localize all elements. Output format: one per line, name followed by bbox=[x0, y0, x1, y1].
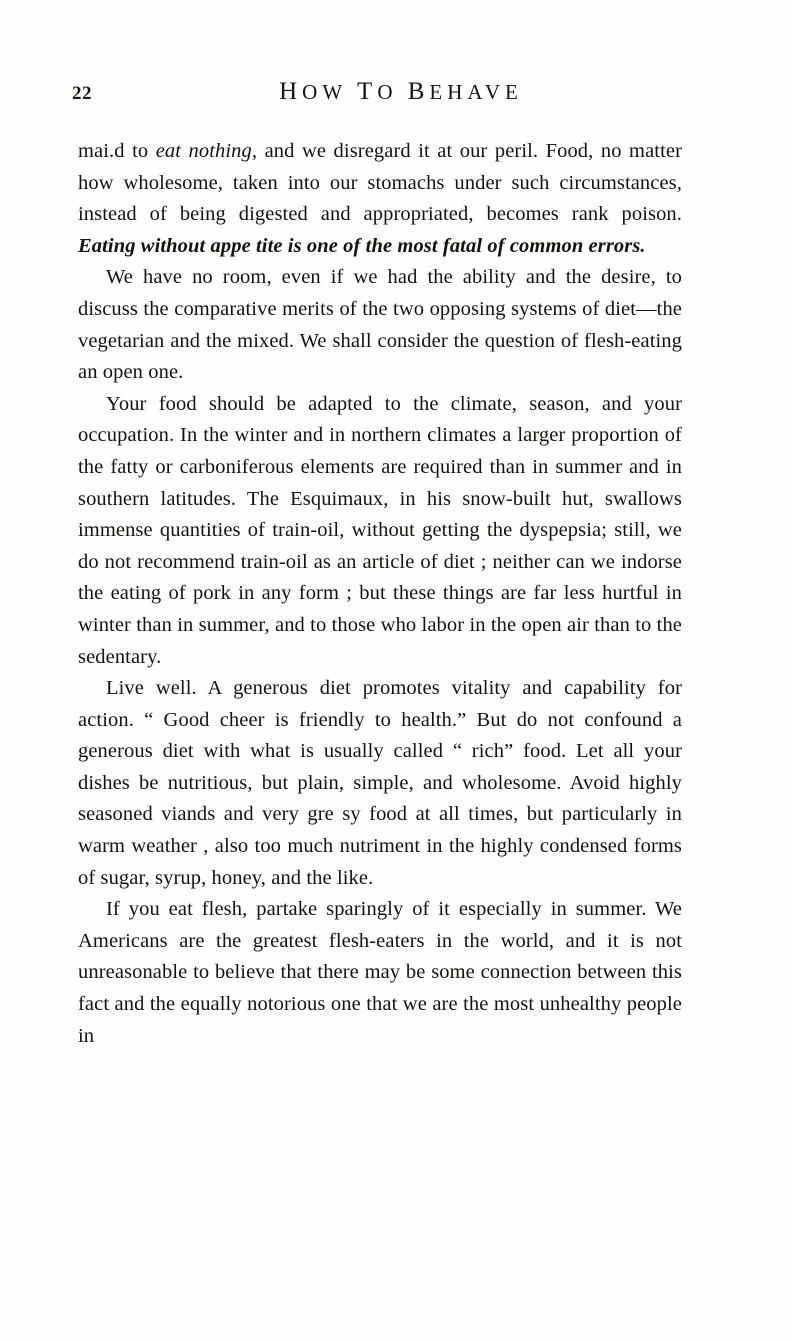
body-text bbox=[78, 136, 682, 1052]
paragraph: We have no room, even if we had the ability and the desire, to discuss the comparative merits of the two opposing systems of diet—the vegetarian and the mixed. We shall consider the question of flesh-eating an open one. bbox=[78, 266, 682, 384]
paragraph: Your food should be adapted to the climate, season, and your occupation. In the winter and in northern climates a larger proportion of the fatty or carboniferous elements are required than in summer and in southern latitudes. The Esquimaux, in his snow-built hut, swallows immense quantities of train-oil, without getting the dyspepsia; still, we do not recommend train-oil as an article of diet ; neither can we indorse the eating of pork in any form ; but these things are far less hurtful in winter than in summer, and to those who labor in the open air than to the sedentary. bbox=[78, 392, 682, 668]
running-head: HOW TO BEHAVE bbox=[279, 78, 523, 105]
page-number: 22 bbox=[72, 83, 92, 104]
paragraph: Live well. A generous diet promotes vitality and capability for action. “ Good cheer is friendly to health.” But do not confound a generous diet with what is usually called “ rich” food. Let all your dishes be nutritious, but plain, simple, and wholesome. Avoid highly seasoned viands and very gre sy food at all times, but particularly in warm weather , also too much nutriment in the highly condensed forms of sugar, syrup, honey, and the like. bbox=[78, 677, 682, 889]
page-content bbox=[72, 78, 720, 1052]
paragraph: mai.d to eat nothing, and we disregard it at our peril. Food, no matter how wholesome, taken into our stomachs under such circumstances, instead of being digested and appropriated, becomes rank poison. Eating without appe tite is one of the most fatal of common errors. bbox=[78, 140, 682, 257]
paragraph: If you eat flesh, partake sparingly of it especially in summer. We Americans are the greatest flesh-eaters in the world, and it is not unreasonable to believe that there may be some connection between this fact and the equally notorious one that we are the most unhealthy people in bbox=[78, 898, 682, 1047]
page-header bbox=[72, 78, 720, 118]
